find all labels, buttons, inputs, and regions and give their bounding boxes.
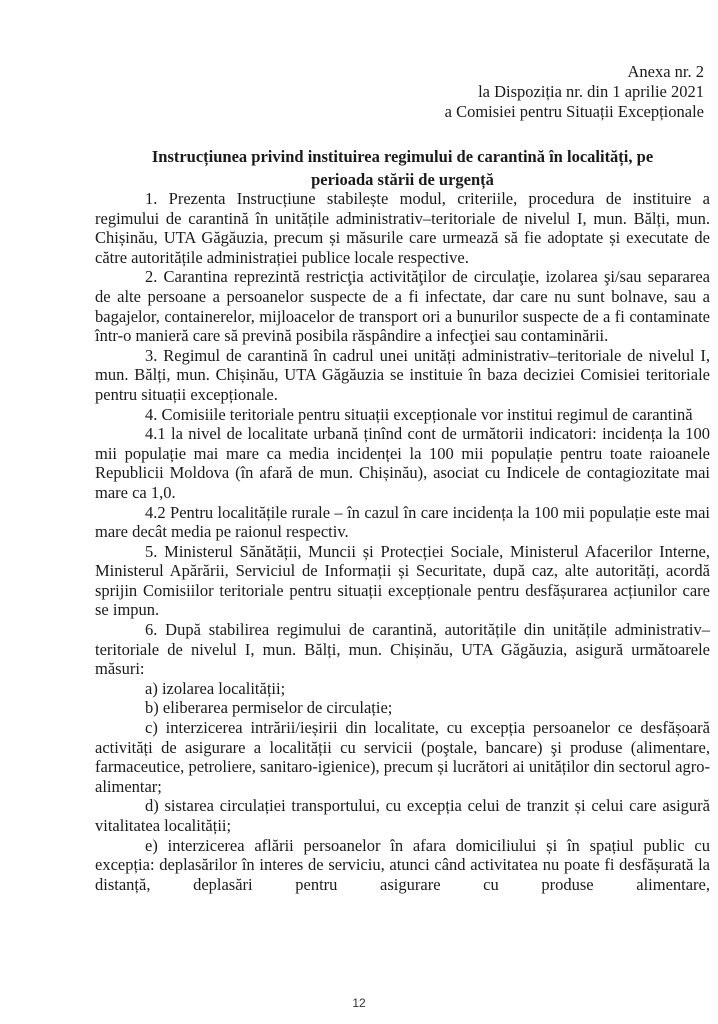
paragraph-4-1: 4.1 la nivel de localitate urbană ținînd cont de următorii indicatori: incidența la 100 mii populație mai mare ca media incidenței la 100 mii populație pentru toate raioanele Republicii Moldova (în afară de mun. Chișinău), asociat cu Indicele de contagiozitate mai mare ca 1,0. xyxy=(95,424,710,502)
measure-b: b) eliberarea permiselor de circulație; xyxy=(145,698,393,718)
measure-e: e) interzicerea aflării persoanelor în afara domiciliului și în spațiul public cu excepția: deplasărilor în interes de serviciu, atunci când activitatea nu poate fi desfășurată la distanță, deplasări pentru asigurare cu produse alimentare, xyxy=(95,835,710,894)
document-title xyxy=(95,145,710,191)
annex-number: Anexa nr. 2 xyxy=(627,62,704,81)
paragraph-4: 4. Comisiile teritoriale pentru situații excepționale vor institui regimul de carantină xyxy=(145,404,693,424)
page-number: 12 xyxy=(352,996,366,1010)
title-line-1: Instrucțiunea privind instituirea regimului de carantină în localități, pe xyxy=(151,147,654,166)
paragraph-2: 2. Carantina reprezintă restricţia activităţilor de circulaţie, izolarea şi/sau separarea de alte persoane a persoanelor suspecte de a fi infectate, dar care nu sunt bolnave, sau a bagajelor, containerelor, mijloacelor de transport ori a bunurilor suspecte de a fi contaminate într-o manieră care să prevină posibila răspândire a infecţiei sau contaminării. xyxy=(95,267,710,346)
title-line-2: perioada stării de urgență xyxy=(311,170,494,189)
paragraph-5: 5. Ministerul Sănătății, Muncii și Protecției Sociale, Ministerul Afacerilor Interne, Ministerul Apărării, Serviciul de Informații și Securitate, după caz, alte autorități, acordă sprijin Comisiilor teritoriale pentru situații excepționale pentru desfășurarea acțiunilor care se impun. xyxy=(95,541,710,620)
paragraph-3: 3. Regimul de carantină în cadrul unei unități administrativ–teritoriale de nivelul I, mun. Bălți, mun. Chișinău, UTA Găgăuzia se instituie în baza deciziei Comisiei teritoriale pentru situații excepționale. xyxy=(95,345,710,404)
measure-d: d) sistarea circulației transportului, cu excepția celui de tranzit și celui care asigură vitalitatea localității; xyxy=(95,796,710,835)
paragraph-4-2: 4.2 Pentru localitățile rurale – în cazul în care incidența la 100 mii populație este mai mare decât media pe raionul respectiv. xyxy=(95,502,710,542)
measure-c: c) interzicerea intrării/ieșirii din localitate, cu excepția persoanelor ce desfășoară activități de asigurare a localității cu servicii (poştale, bancare) şi produse (alimentare, farmaceutice, petroliere, sanitaro-igienice), precum și lucrători ai unităților din sectorul agro-alimentar; xyxy=(95,718,710,796)
document-body xyxy=(95,189,710,894)
paragraph-6: 6. După stabilirea regimului de carantină, autoritățile din unitățile administrativ–teritoriale de nivelul I, mun. Bălți, mun. Chișinău, UTA Găgăuzia, asigură următoarele măsuri: xyxy=(95,620,710,679)
paragraph-1: 1. Prezenta Instrucțiune stabilește modul, criteriile, procedura de instituire a regimului de carantină în unitățile administrativ–teritoriale de nivelul I, mun. Bălți, mun. Chișinău, UTA Găgăuzia, precum și măsurile care urmează să fie adoptate și executate de către autoritățile administrației publice locale respective. xyxy=(95,189,710,267)
measure-a: a) izolarea localității; xyxy=(145,678,286,698)
annex-header xyxy=(445,62,704,122)
annex-commission: a Comisiei pentru Situații Excepționale xyxy=(444,102,704,121)
annex-disposition: la Dispoziția nr. din 1 aprilie 2021 xyxy=(478,82,704,101)
